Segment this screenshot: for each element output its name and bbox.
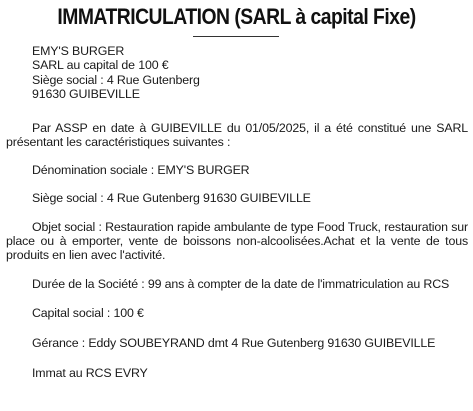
company-header (32, 44, 432, 101)
denomination-line: Dénomination sociale : EMY'S BURGER (32, 163, 250, 177)
company-city: 91630 GUIBEVILLE (32, 86, 140, 101)
objet-paragraph: Objet social : Restauration rapide ambulante de type Food Truck, restauration sur place ou à emporter, vente de boissons non-alcoolisées.Achat et la vente de tous produits en lien avec l'activité. (6, 220, 468, 262)
notice-title: IMMATRICULATION (SARL à capital Fixe) (57, 4, 416, 29)
title-underline (193, 36, 279, 37)
intro-paragraph: Par ASSP en date à GUIBEVILLE du 01/05/2025, il a été constitué une SARL présentant les caractéristiques suivantes : (6, 121, 468, 149)
siege-line: Siège social : 4 Rue Gutenberg 91630 GUIBEVILLE (32, 191, 311, 205)
immat-line: Immat au RCS EVRY (32, 366, 148, 380)
company-name: EMY'S BURGER (32, 44, 125, 58)
gerance-line: Gérance : Eddy SOUBEYRAND dmt 4 Rue Gutenberg 91630 GUIBEVILLE (32, 336, 436, 350)
capital-line: Capital social : 100 € (32, 306, 144, 320)
company-capital: SARL au capital de 100 € (32, 58, 169, 73)
duree-line: Durée de la Société : 99 ans à compter de la date de l'immatriculation au RCS (32, 277, 450, 291)
company-address: Siège social : 4 Rue Gutenberg (32, 72, 200, 87)
